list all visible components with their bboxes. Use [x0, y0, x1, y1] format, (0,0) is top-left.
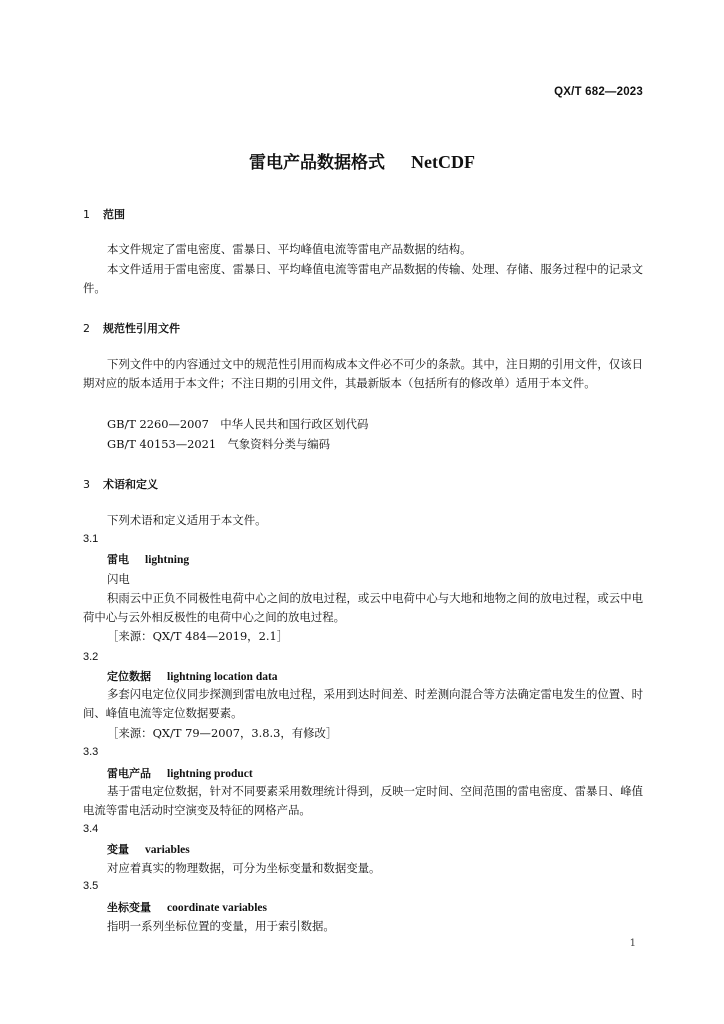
term-cn: 雷电产品 — [107, 767, 151, 780]
title-en: NetCDF — [411, 152, 475, 172]
term-heading — [107, 841, 190, 857]
section-title: 规范性引用文件 — [103, 322, 180, 335]
term-en: lightning location data — [167, 671, 278, 683]
section-heading-1 — [83, 206, 125, 222]
term-source: ［来源：QX/T 79—2007，3.8.3，有修改］ — [107, 726, 338, 740]
term-cn: 坐标变量 — [107, 901, 151, 914]
section-heading-3 — [83, 476, 158, 492]
term-number: 3.1 — [83, 533, 99, 545]
reference-item: GB/T 40153—2021 气象资料分类与编码 — [107, 437, 331, 451]
term-en: lightning — [145, 554, 190, 566]
term-en: lightning product — [167, 768, 253, 780]
page-number: 1 — [629, 938, 636, 949]
term-cn: 定位数据 — [107, 670, 151, 683]
term-source: ［来源：QX/T 484—2019，2.1］ — [107, 629, 289, 643]
term-number: 3.3 — [83, 746, 99, 758]
section-heading-2 — [83, 320, 180, 336]
term-heading — [107, 551, 189, 567]
paragraph: 下列术语和定义适用于本文件。 — [107, 513, 267, 527]
term-heading — [107, 668, 278, 684]
term-number: 3.5 — [83, 880, 99, 892]
paragraph: 下列文件中的内容通过文中的规范性引用而构成本文件必不可少的条款。其中，注日期的引用文件，仅该日期对应的版本适用于本文件；不注日期的引用文件，其最新版本（包括所有的修改单）适用于本文件。 — [83, 357, 643, 390]
section-number: 2 — [83, 322, 90, 335]
term-heading — [107, 899, 267, 915]
section-number: 3 — [83, 478, 90, 491]
term-en: coordinate variables — [167, 902, 267, 914]
section-title: 术语和定义 — [103, 478, 158, 491]
term-alternative: 闪电 — [107, 572, 130, 586]
term-definition: 指明一系列坐标位置的变量，用于索引数据。 — [107, 919, 335, 933]
term-definition: 多套闪电定位仪同步探测到雷电放电过程，采用到达时间差、时差测向混合等方法确定雷电发生的位置、时间、峰值电流等定位数据要素。 — [83, 687, 643, 720]
term-heading — [107, 765, 253, 781]
paragraph: 本文件适用于雷电密度、雷暴日、平均峰值电流等雷电产品数据的传输、处理、存储、服务过程中的记录文件。 — [83, 262, 643, 295]
paragraph: 本文件规定了雷电密度、雷暴日、平均峰值电流等雷电产品数据的结构。 — [107, 242, 472, 256]
section-number: 1 — [83, 208, 90, 221]
term-number: 3.2 — [83, 651, 99, 663]
term-definition: 对应着真实的物理数据，可分为坐标变量和数据变量。 — [107, 861, 381, 875]
section-title: 范围 — [103, 208, 125, 221]
term-cn: 雷电 — [107, 553, 129, 566]
term-en: variables — [145, 844, 190, 856]
reference-item: GB/T 2260—2007 中华人民共和国行政区划代码 — [107, 417, 369, 431]
title-cn: 雷电产品数据格式 — [249, 153, 385, 173]
document-title — [0, 148, 724, 173]
term-definition: 基于雷电定位数据，针对不同要素采用数理统计得到，反映一定时间、空间范围的雷电密度、雷暴日、峰值电流等雷电活动时空演变及特征的网格产品。 — [83, 784, 643, 817]
term-definition: 积雨云中正负不同极性电荷中心之间的放电过程，或云中电荷中心与大地和地物之间的放电过程，或云中电荷中心与云外相反极性的电荷中心之间的放电过程。 — [83, 591, 643, 624]
term-number: 3.4 — [83, 823, 99, 835]
term-cn: 变量 — [107, 843, 129, 856]
standard-code: QX/T 682—2023 — [554, 86, 643, 98]
